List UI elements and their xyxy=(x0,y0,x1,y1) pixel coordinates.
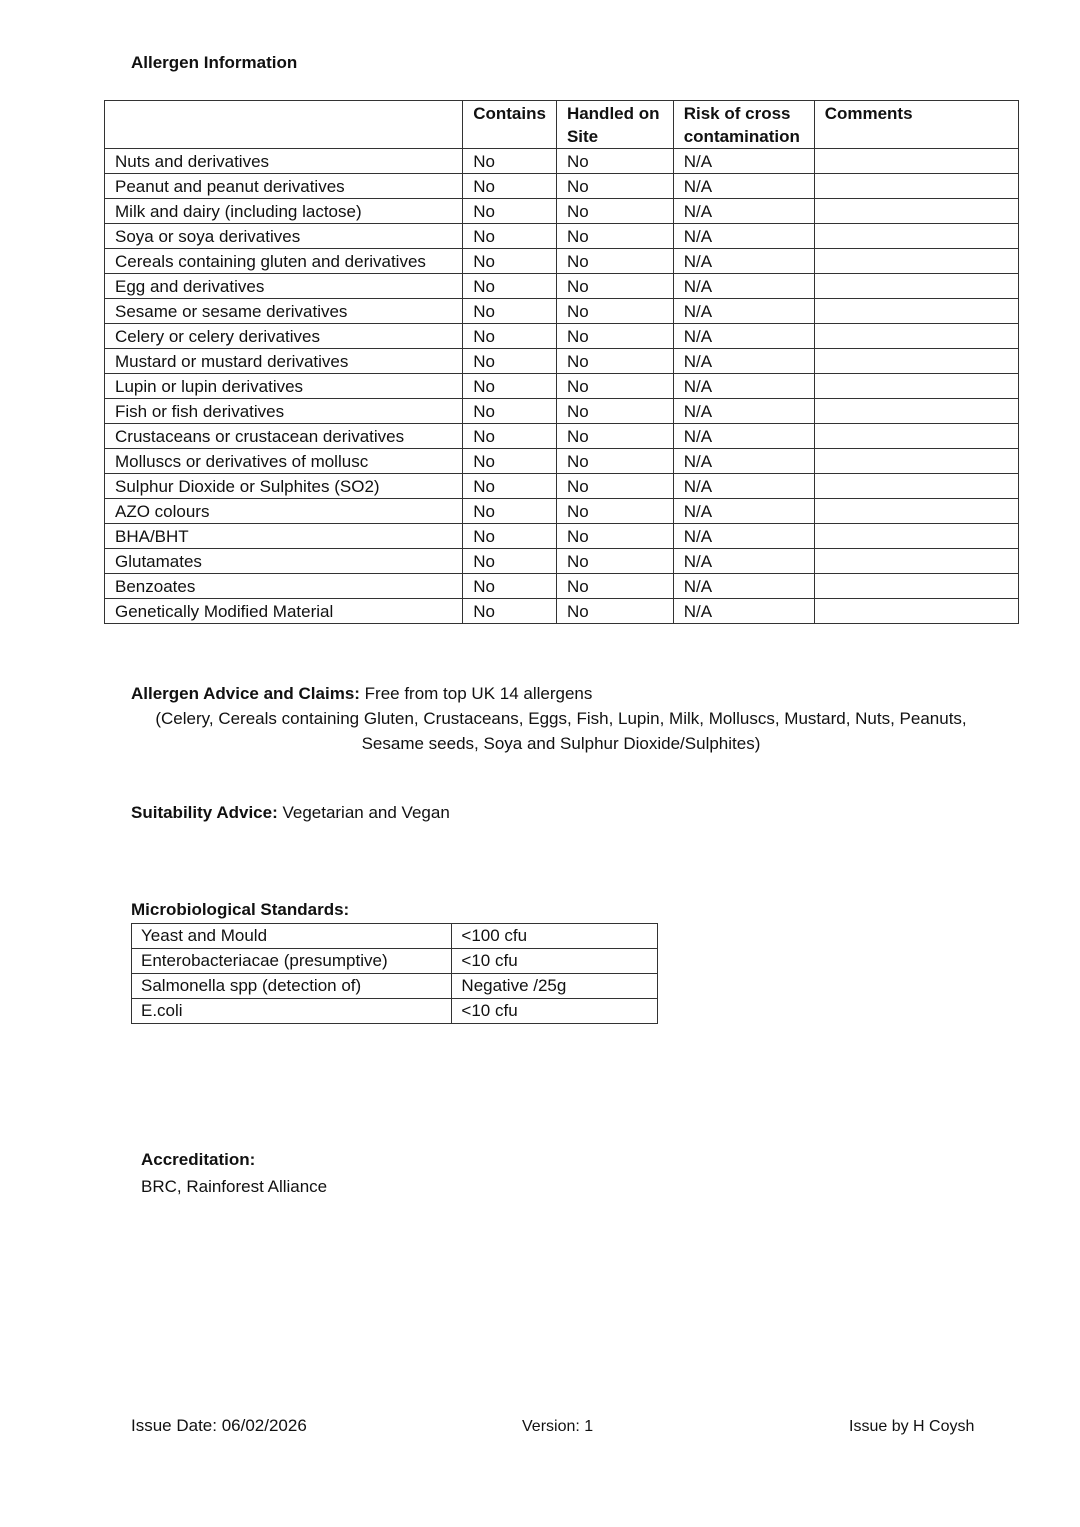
handled-on-site-cell: No xyxy=(556,449,673,474)
handled-on-site-cell: No xyxy=(556,249,673,274)
header-allergen xyxy=(105,101,463,149)
allergen-name-cell: Mustard or mustard derivatives xyxy=(105,349,463,374)
handled-on-site-cell: No xyxy=(556,224,673,249)
micro-limit-cell: <10 cfu xyxy=(452,999,658,1024)
risk-cell: N/A xyxy=(673,574,814,599)
micro-standards-title: Microbiological Standards: xyxy=(131,900,350,919)
contains-cell: No xyxy=(463,174,557,199)
comments-cell xyxy=(814,274,1018,299)
risk-cell: N/A xyxy=(673,474,814,499)
allergen-name-cell: Nuts and derivatives xyxy=(105,149,463,174)
contains-cell: No xyxy=(463,249,557,274)
table-row xyxy=(105,424,1019,449)
risk-cell: N/A xyxy=(673,524,814,549)
table-row xyxy=(105,399,1019,424)
allergen-name-cell: Peanut and peanut derivatives xyxy=(105,174,463,199)
contains-cell: No xyxy=(463,224,557,249)
contains-cell: No xyxy=(463,399,557,424)
allergen-advice xyxy=(131,681,592,706)
header-contains: Contains xyxy=(463,101,557,149)
risk-cell: N/A xyxy=(673,549,814,574)
suitability-value: Vegetarian and Vegan xyxy=(277,803,450,822)
version: Version: 1 xyxy=(522,1418,594,1435)
allergen-name-cell: Egg and derivatives xyxy=(105,274,463,299)
handled-on-site-cell: No xyxy=(556,299,673,324)
risk-cell: N/A xyxy=(673,174,814,199)
micro-limit-cell: <10 cfu xyxy=(452,949,658,974)
allergen-name-cell: Sesame or sesame derivatives xyxy=(105,299,463,324)
handled-on-site-cell: No xyxy=(556,499,673,524)
contains-cell: No xyxy=(463,549,557,574)
risk-cell: N/A xyxy=(673,499,814,524)
header-comments: Comments xyxy=(814,101,1018,149)
table-row xyxy=(105,274,1019,299)
contains-cell: No xyxy=(463,599,557,624)
comments-cell xyxy=(814,174,1018,199)
allergen-name-cell: Fish or fish derivatives xyxy=(105,399,463,424)
micro-test-cell: Salmonella spp (detection of) xyxy=(132,974,452,999)
comments-cell xyxy=(814,549,1018,574)
allergen-name-cell: Soya or soya derivatives xyxy=(105,224,463,249)
risk-cell: N/A xyxy=(673,274,814,299)
contains-cell: No xyxy=(463,199,557,224)
contains-cell: No xyxy=(463,499,557,524)
contains-cell: No xyxy=(463,424,557,449)
table-row xyxy=(105,599,1019,624)
table-row xyxy=(132,924,658,949)
handled-on-site-cell: No xyxy=(556,549,673,574)
allergen-name-cell: Molluscs or derivatives of mollusc xyxy=(105,449,463,474)
handled-on-site-cell: No xyxy=(556,424,673,449)
handled-on-site-cell: No xyxy=(556,574,673,599)
handled-on-site-cell: No xyxy=(556,374,673,399)
handled-on-site-cell: No xyxy=(556,599,673,624)
risk-cell: N/A xyxy=(673,299,814,324)
comments-cell xyxy=(814,524,1018,549)
allergen-name-cell: Glutamates xyxy=(105,549,463,574)
comments-cell xyxy=(814,474,1018,499)
handled-on-site-cell: No xyxy=(556,274,673,299)
table-row xyxy=(105,324,1019,349)
allergen-name-cell: Genetically Modified Material xyxy=(105,599,463,624)
handled-on-site-cell: No xyxy=(556,399,673,424)
table-row xyxy=(105,499,1019,524)
table-row xyxy=(105,349,1019,374)
allergen-table-header-row xyxy=(105,101,1019,149)
table-row xyxy=(132,949,658,974)
comments-cell xyxy=(814,324,1018,349)
header-risk-cross-contamination: Risk of cross contamination xyxy=(673,101,814,149)
contains-cell: No xyxy=(463,299,557,324)
table-row xyxy=(105,174,1019,199)
comments-cell xyxy=(814,449,1018,474)
micro-limit-cell: <100 cfu xyxy=(452,924,658,949)
contains-cell: No xyxy=(463,149,557,174)
contains-cell: No xyxy=(463,474,557,499)
risk-cell: N/A xyxy=(673,374,814,399)
comments-cell xyxy=(814,424,1018,449)
allergen-name-cell: Cereals containing gluten and derivatives xyxy=(105,249,463,274)
comments-cell xyxy=(814,299,1018,324)
table-row xyxy=(105,199,1019,224)
table-row xyxy=(105,299,1019,324)
table-row xyxy=(132,999,658,1024)
allergen-name-cell: BHA/BHT xyxy=(105,524,463,549)
page-title: Allergen Information xyxy=(131,53,298,72)
handled-on-site-cell: No xyxy=(556,524,673,549)
issued-by: Issue by H Coysh xyxy=(849,1418,975,1435)
comments-cell xyxy=(814,199,1018,224)
table-row xyxy=(105,249,1019,274)
micro-standards-table xyxy=(131,923,658,1024)
allergen-name-cell: Lupin or lupin derivatives xyxy=(105,374,463,399)
table-row xyxy=(132,974,658,999)
allergen-name-cell: Crustaceans or crustacean derivatives xyxy=(105,424,463,449)
suitability-label: Suitability Advice: xyxy=(131,803,278,822)
contains-cell: No xyxy=(463,449,557,474)
comments-cell xyxy=(814,349,1018,374)
handled-on-site-cell: No xyxy=(556,324,673,349)
risk-cell: N/A xyxy=(673,424,814,449)
risk-cell: N/A xyxy=(673,599,814,624)
risk-cell: N/A xyxy=(673,199,814,224)
risk-cell: N/A xyxy=(673,399,814,424)
accreditation-value: BRC, Rainforest Alliance xyxy=(141,1177,328,1196)
table-row xyxy=(105,574,1019,599)
allergen-advice-label: Allergen Advice and Claims: xyxy=(131,684,360,703)
comments-cell xyxy=(814,224,1018,249)
comments-cell xyxy=(814,249,1018,274)
micro-test-cell: Yeast and Mould xyxy=(132,924,452,949)
table-row xyxy=(105,149,1019,174)
contains-cell: No xyxy=(463,274,557,299)
table-row xyxy=(105,224,1019,249)
table-row xyxy=(105,374,1019,399)
allergen-advice-detail: (Celery, Cereals containing Gluten, Crustaceans, Eggs, Fish, Lupin, Milk, Molluscs, Mustard, Nuts, Peanuts, Sesame seeds, Soya and Sulphur Dioxide/Sulphites) xyxy=(155,709,967,753)
risk-cell: N/A xyxy=(673,349,814,374)
contains-cell: No xyxy=(463,324,557,349)
table-row xyxy=(105,524,1019,549)
contains-cell: No xyxy=(463,524,557,549)
handled-on-site-cell: No xyxy=(556,474,673,499)
allergen-table xyxy=(104,100,1019,624)
table-row xyxy=(105,549,1019,574)
header-handled-on-site: Handled on Site xyxy=(556,101,673,149)
issue-date: Issue Date: 06/02/2026 xyxy=(131,1416,307,1435)
handled-on-site-cell: No xyxy=(556,174,673,199)
risk-cell: N/A xyxy=(673,249,814,274)
allergen-name-cell: Celery or celery derivatives xyxy=(105,324,463,349)
comments-cell xyxy=(814,599,1018,624)
handled-on-site-cell: No xyxy=(556,149,673,174)
risk-cell: N/A xyxy=(673,324,814,349)
comments-cell xyxy=(814,574,1018,599)
allergen-name-cell: Benzoates xyxy=(105,574,463,599)
micro-limit-cell: Negative /25g xyxy=(452,974,658,999)
risk-cell: N/A xyxy=(673,449,814,474)
table-row xyxy=(105,449,1019,474)
risk-cell: N/A xyxy=(673,224,814,249)
comments-cell xyxy=(814,399,1018,424)
allergen-name-cell: Milk and dairy (including lactose) xyxy=(105,199,463,224)
comments-cell xyxy=(814,374,1018,399)
accreditation-title: Accreditation: xyxy=(141,1150,256,1169)
comments-cell xyxy=(814,149,1018,174)
allergen-name-cell: Sulphur Dioxide or Sulphites (SO2) xyxy=(105,474,463,499)
micro-test-cell: E.coli xyxy=(132,999,452,1024)
risk-cell: N/A xyxy=(673,149,814,174)
comments-cell xyxy=(814,499,1018,524)
contains-cell: No xyxy=(463,349,557,374)
allergen-name-cell: AZO colours xyxy=(105,499,463,524)
handled-on-site-cell: No xyxy=(556,349,673,374)
contains-cell: No xyxy=(463,374,557,399)
contains-cell: No xyxy=(463,574,557,599)
suitability-advice xyxy=(131,803,450,823)
micro-test-cell: Enterobacteriacae (presumptive) xyxy=(132,949,452,974)
allergen-advice-value: Free from top UK 14 allergens xyxy=(359,684,593,703)
table-row xyxy=(105,474,1019,499)
handled-on-site-cell: No xyxy=(556,199,673,224)
